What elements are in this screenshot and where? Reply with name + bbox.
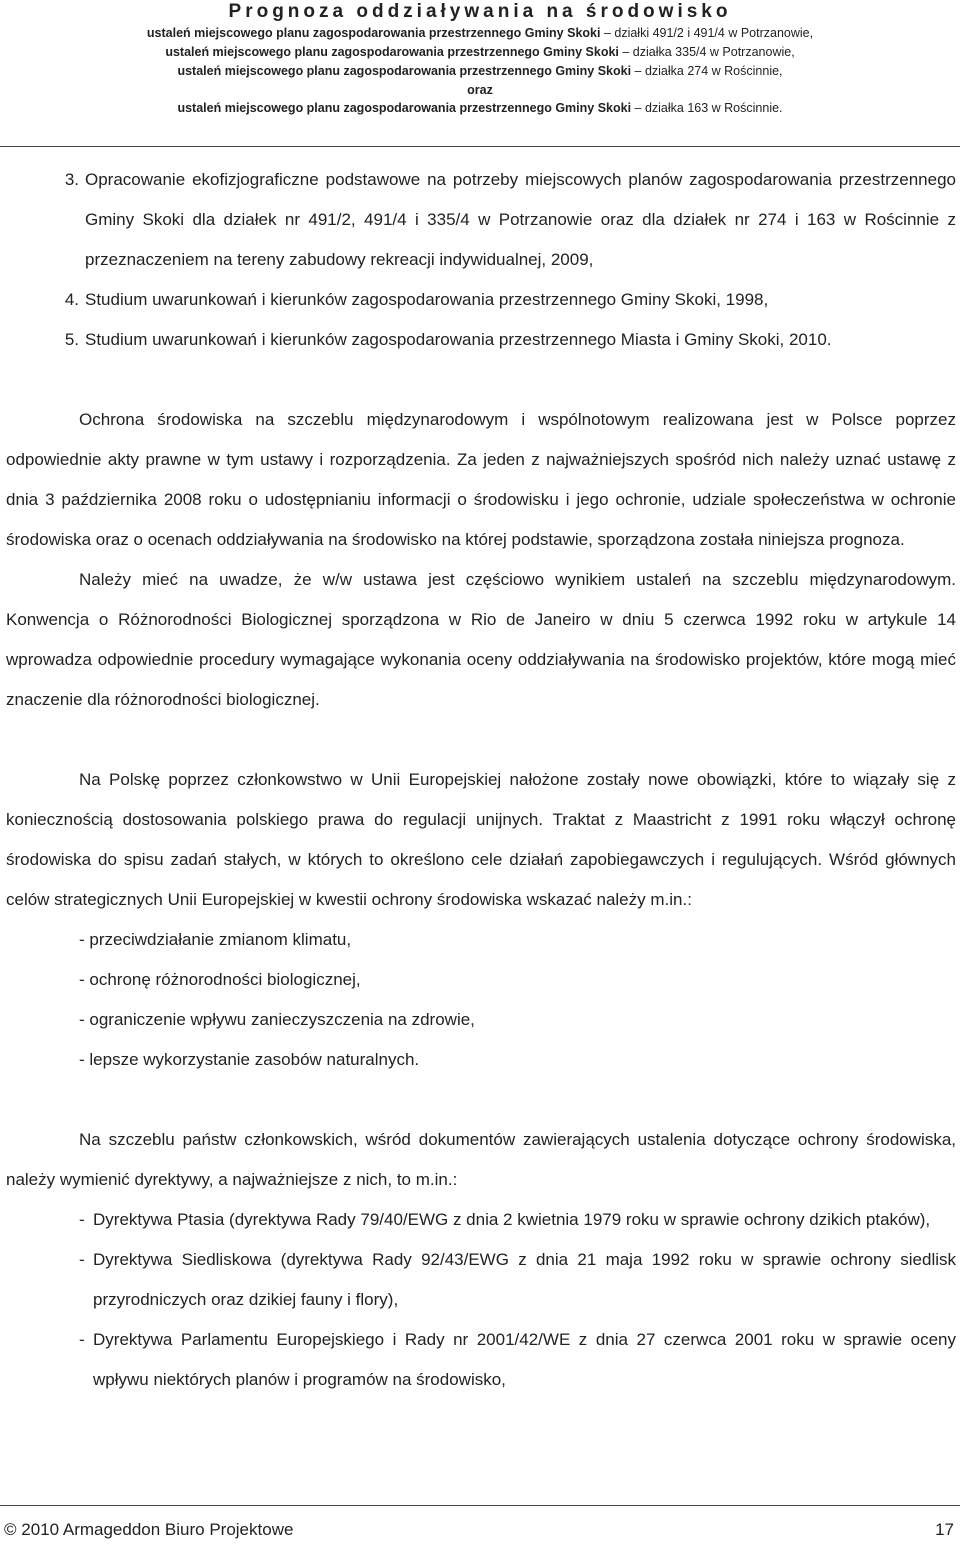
list-item: - Dyrektywa Siedliskowa (dyrektywa Rady 92/43/EWG z dnia 21 maja 1992 roku w sprawie ochrony siedlisk przyrodniczych oraz dzikiej fauny i flory), xyxy=(79,1250,956,1309)
list-item: 5. Studium uwarunkowań i kierunków zagospodarowania przestrzennego Miasta i Gminy Skoki, 2010. xyxy=(64,330,832,349)
list-item: - Dyrektywa Ptasia (dyrektywa Rady 79/40/EWG z dnia 2 kwietnia 1979 roku w sprawie ochrony dzikich ptaków), xyxy=(79,1210,931,1229)
document-title: Prognoza oddziaływania na środowisko xyxy=(228,1,732,22)
header-line-2: ustaleń miejscowego planu zagospodarowania przestrzennego Gminy Skoki – działka 335/4 w Potrzanowie, xyxy=(165,45,795,59)
page-header xyxy=(0,0,960,118)
list-item: - ograniczenie wpływu zanieczyszczenia na zdrowie, xyxy=(79,1010,475,1029)
header-oraz: oraz xyxy=(467,83,493,97)
paragraph-1: Ochrona środowiska na szczeblu międzynarodowym i wspólnotowym realizowana jest w Polsce poprzez odpowiednie akty prawne w tym ustawy i rozporządzenia. Za jeden z najważniejszych spośród nich należy uznać ustawę z dnia 3 października 2008 roku o udostępnianiu informacji o środowisku i jego ochronie, udziale społeczeństwa w ochronie środowiska oraz o ocenach oddziaływania na środowisko na której podstawie, sporządzona została niniejsza prognoza. xyxy=(6,410,956,549)
paragraph-2: Należy mieć na uwadze, że w/w ustawa jest częściowo wynikiem ustaleń na szczeblu międzynarodowym. Konwencja o Różnorodności Biologicznej sporządzona w Rio de Janeiro w dniu 5 czerwca 1992 roku w artykule 14 wprowadza odpowiednie procedury wymagające wykonania oceny oddziaływania na środowisko projektów, które mogą mieć znaczenie dla różnorodności biologicznej. xyxy=(6,570,956,709)
list-item: - lepsze wykorzystanie zasobów naturalnych. xyxy=(79,1050,420,1069)
header-divider xyxy=(0,146,960,147)
page-number: 17 xyxy=(935,1520,954,1539)
list-item: - przeciwdziałanie zmianom klimatu, xyxy=(79,930,352,949)
list-item: 3. Opracowanie ekofizjograficzne podstawowe na potrzeby miejscowych planów zagospodarowania przestrzennego Gminy Skoki dla działek nr 491/2, 491/4 i 335/4 w Potrzanowie oraz dla działek nr 274 i 163 w Rościnnie z przeznaczeniem na tereny zabudowy rekreacji indywidualnej, 2009, xyxy=(64,170,956,269)
page-footer xyxy=(0,1505,960,1539)
header-line-1: ustaleń miejscowego planu zagospodarowania przestrzennego Gminy Skoki – działki 491/2 i 491/4 w Potrzanowie, xyxy=(146,26,814,40)
header-line-4: ustaleń miejscowego planu zagospodarowania przestrzennego Gminy Skoki – działka 163 w Rościnnie. xyxy=(177,101,783,115)
page-body xyxy=(6,160,956,1400)
list-item: 4. Studium uwarunkowań i kierunków zagospodarowania przestrzennego Gminy Skoki, 1998, xyxy=(64,290,769,309)
paragraph-4: Na szczeblu państw członkowskich, wśród dokumentów zawierających ustalenia dotyczące ochrony środowiska, należy wymienić dyrektywy, a najważniejsze z nich, to m.in.: xyxy=(6,1130,956,1189)
copyright-text: © 2010 Armageddon Biuro Projektowe xyxy=(4,1520,294,1539)
list-item: - ochronę różnorodności biologicznej, xyxy=(79,970,361,989)
paragraph-3: Na Polskę poprzez członkowstwo w Unii Europejskiej nałożone zostały nowe obowiązki, które to wiązały się z koniecznością dostosowania polskiego prawa do regulacji unijnych. Traktat z Maastricht z 1991 roku włączył ochronę środowiska do spisu zadań stałych, w których to określono cele działań zapobiegawczych i regulujących. Wśród głównych celów strategicznych Unii Europejskiej w kwestii ochrony środowiska wskazać należy m.in.: xyxy=(6,770,956,909)
list-item: - Dyrektywa Parlamentu Europejskiego i Rady nr 2001/42/WE z dnia 27 czerwca 2001 roku w sprawie oceny wpływu niektórych planów i programów na środowisko, xyxy=(79,1330,956,1389)
header-line-3: ustaleń miejscowego planu zagospodarowania przestrzennego Gminy Skoki – działka 274 w Rościnnie, xyxy=(177,64,783,78)
